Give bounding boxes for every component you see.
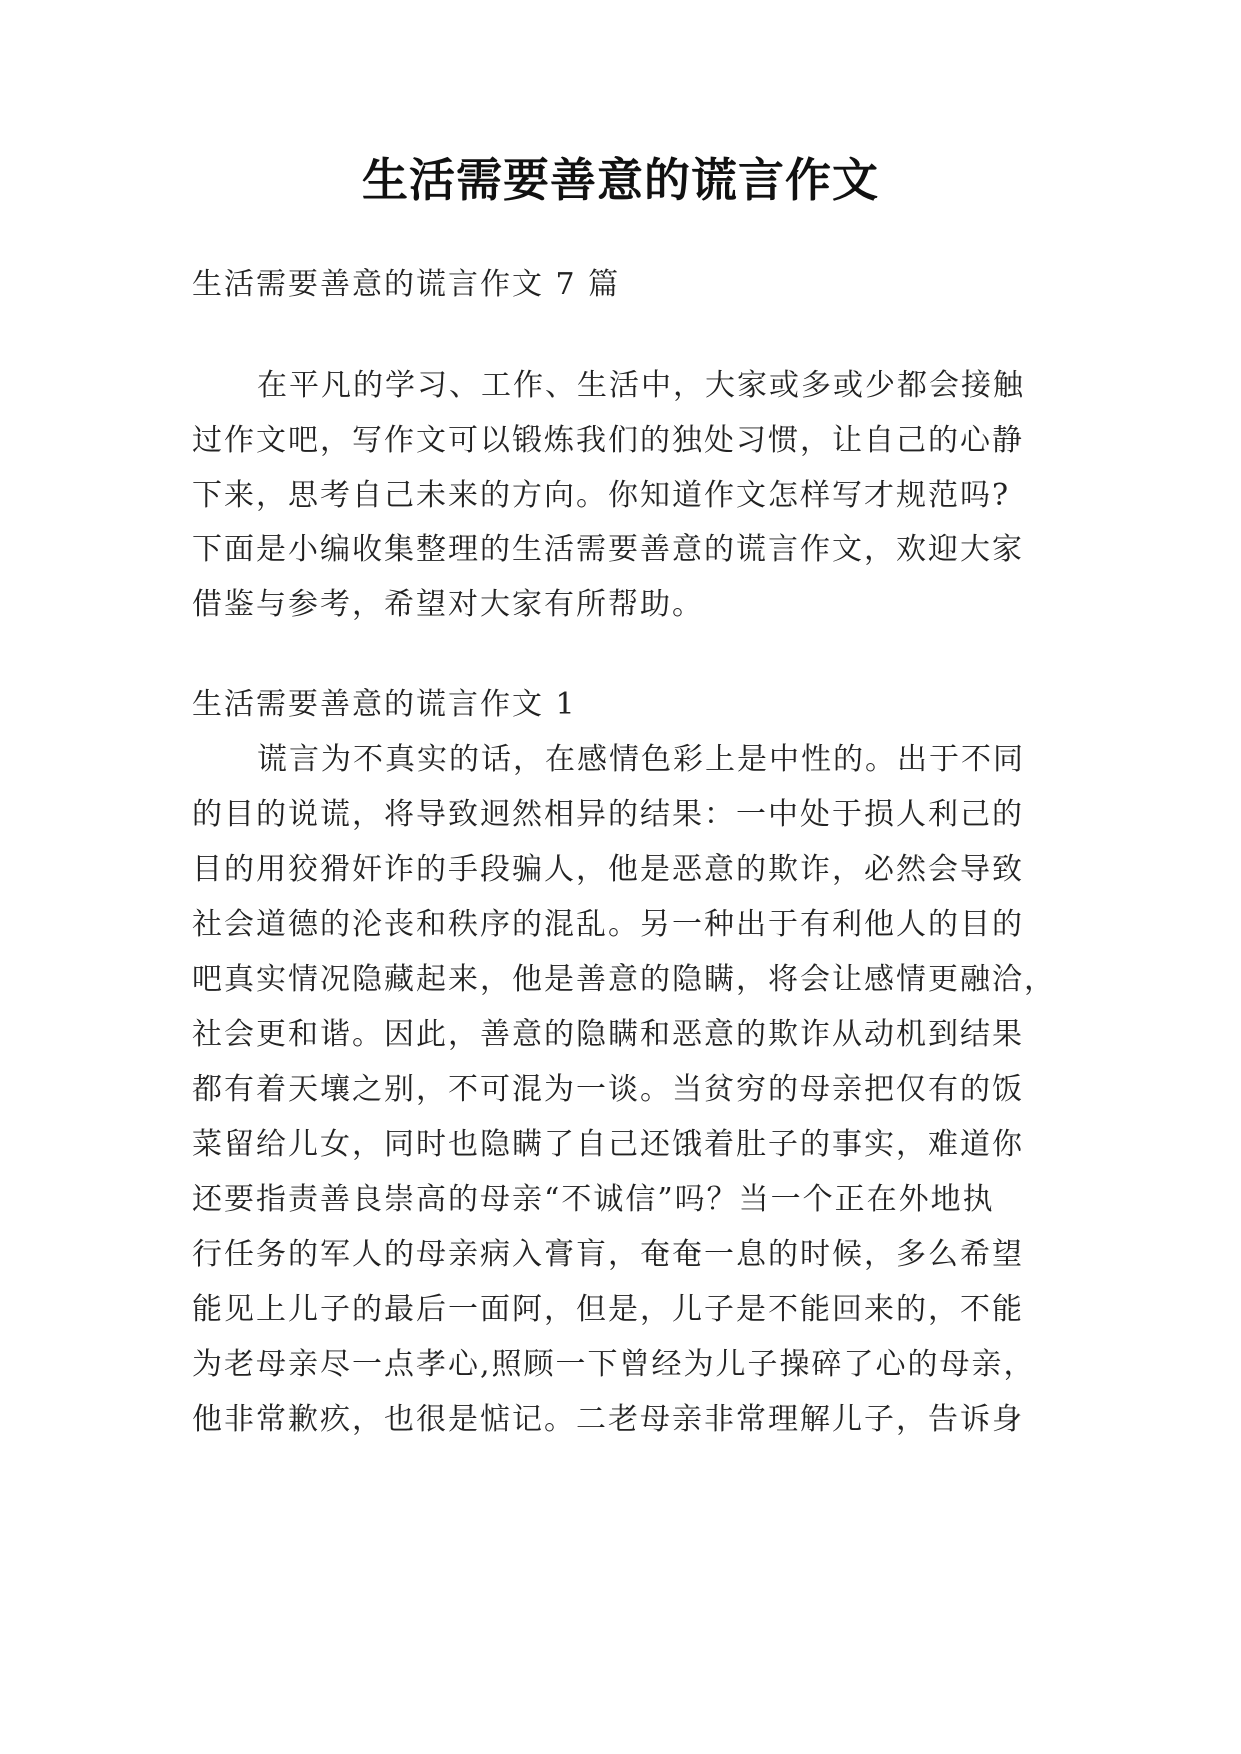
- body-line: 社会更和谐。因此，善意的隐瞒和恶意的欺诈从动机到结果: [192, 1017, 1024, 1052]
- intro-line: 借鉴与参考，希望对大家有所帮助。: [192, 587, 704, 622]
- intro-line: 过作文吧，写作文可以锻炼我们的独处习惯，让自己的心静: [192, 423, 1024, 458]
- body-line: 能见上儿子的最后一面阿，但是，儿子是不能回来的，不能: [192, 1292, 1024, 1327]
- body-line: 为老母亲尽一点孝心,照顾一下曾经为儿子操碎了心的母亲，: [192, 1347, 1036, 1382]
- body-line: 目的用狡猾奸诈的手段骗人，他是恶意的欺诈，必然会导致: [192, 852, 1024, 887]
- body-line: 行任务的军人的母亲病入膏肓，奄奄一息的时候，多么希望: [192, 1237, 1024, 1272]
- body-line: 菜留给儿女，同时也隐瞒了自己还饿着肚子的事实，难道你: [192, 1127, 1024, 1162]
- body-line: 他非常歉疚，也很是惦记。二老母亲非常理解儿子，告诉身: [192, 1402, 1024, 1437]
- intro-line: 下面是小编收集整理的生活需要善意的谎言作文，欢迎大家: [192, 532, 1024, 567]
- body-line: 社会道德的沦丧和秩序的混乱。另一种出于有利他人的目的: [192, 907, 1024, 942]
- document-title: 生活需要善意的谎言作文: [362, 153, 879, 207]
- intro-line: 下来，思考自己未来的方向。你知道作文怎样写才规范吗?: [192, 478, 1011, 513]
- body-line: 还要指责善良崇高的母亲“不诚信”吗？当一个正在外地执: [192, 1182, 995, 1217]
- body-line: 都有着天壤之别，不可混为一谈。当贫穷的母亲把仅有的饭: [192, 1072, 1024, 1107]
- document-subtitle: 生活需要善意的谎言作文 7 篇: [192, 267, 621, 302]
- body-line: 吧真实情况隐藏起来，他是善意的隐瞒，将会让感情更融洽，: [192, 962, 1056, 997]
- body-line: 的目的说谎，将导致迥然相异的结果：一中处于损人利己的: [192, 797, 1024, 832]
- intro-line: 在平凡的学习、工作、生活中，大家或多或少都会接触: [257, 368, 1025, 403]
- section-heading: 生活需要善意的谎言作文 1: [192, 687, 577, 722]
- body-line: 谎言为不真实的话，在感情色彩上是中性的。出于不同: [257, 742, 1025, 777]
